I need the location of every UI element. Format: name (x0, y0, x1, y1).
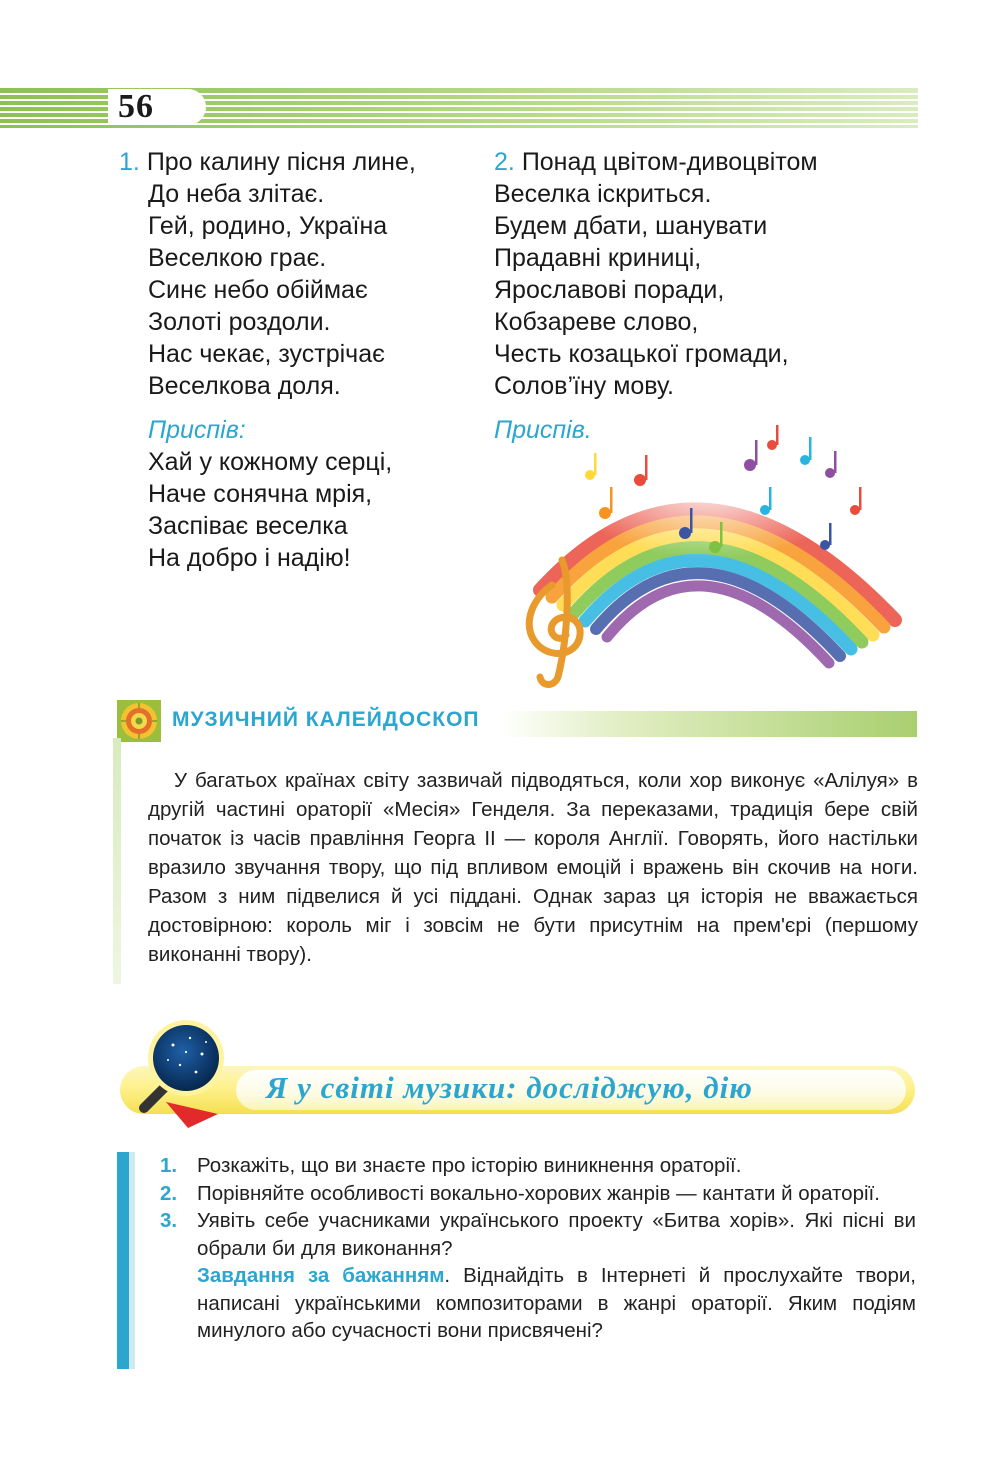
refrain-line: Хай у кожному серці, (148, 448, 393, 476)
verse-line: Будем дбати, шанувати (494, 212, 768, 240)
kaleidoscope-text (148, 766, 918, 969)
verse-number: 2. (494, 148, 515, 176)
verse-line: Веселка іскриться. (494, 180, 712, 208)
list-item (160, 1207, 916, 1262)
bonus-task (160, 1262, 916, 1345)
verse-line: Синє небо обіймає (148, 276, 368, 304)
refrain-line: Наче сонячна мрія, (148, 480, 373, 508)
verse-line: Ярославові поради, (494, 276, 725, 304)
tasks-rule-light (129, 1152, 135, 1369)
kaleidoscope-title: МУЗИЧНИЙ КАЛЕЙДОСКОП (172, 708, 480, 731)
verse-line: Золоті роздоли. (148, 308, 331, 336)
tasks-list (160, 1152, 916, 1345)
refrain-line: Заспіває веселка (148, 512, 348, 540)
kaleidoscope-icon (117, 700, 161, 742)
side-rule (113, 738, 121, 984)
verse-line: 2. Понад цвітом-дивоцвітом (494, 148, 818, 176)
task-number: 3. (160, 1209, 178, 1232)
verse-line: Веселкою грає. (148, 244, 327, 272)
refrain-label: Приспів: (148, 416, 246, 444)
paragraph: У багатьох країнах світу зазвичай підводяться, коли хор виконує «Алілуя» в другій частині ораторії «Месія» Генделя. За переказами, традиція бере свій початок із часів правління Георга ІІ — короля Англії. Говорять, його настільки вразило звучання твору, що під впливом емоцій і вражень він скочив на ноги. Разом з ним підвелися й усі піддані. Однак зараз ця історія не вважається достовірною: король міг і зовсім не бути присутнім на прем'єрі (першому виконанні твору). (148, 769, 918, 966)
verse-line: Нас чекає, зустрічає (148, 340, 385, 368)
verse-2 (494, 146, 818, 402)
verse-line: Честь козацької громади, (494, 340, 789, 368)
verse-line: До неба злітає. (148, 180, 325, 208)
verse-line: Гей, родино, Україна (148, 212, 388, 240)
refrain-label: Приспів. (494, 416, 592, 444)
page-number: 56 (118, 88, 154, 125)
magnifier-icon (118, 1010, 238, 1130)
verse-line: Прадавні криниці, (494, 244, 702, 272)
bonus-label: Завдання за бажанням (197, 1264, 445, 1287)
verse-line: Веселкова доля. (148, 372, 341, 400)
tasks-rule (117, 1152, 129, 1369)
list-item (160, 1152, 916, 1180)
task-number: 2. (160, 1181, 178, 1205)
refrain-line: На добро і надію! (148, 544, 351, 572)
task-number: 1. (160, 1154, 178, 1177)
refrain-1 (148, 414, 392, 574)
task-text: Порівняйте особливості вокально-хорових жанрів — кантати й ораторії. (197, 1181, 880, 1205)
task-text: Розкажіть, що ви знаєте про історію виникнення ораторії. (197, 1154, 742, 1177)
verse-number: 1. (119, 148, 140, 176)
bonus-text: . Віднайдіть в Інтернеті й прослухайте твори, написані українськими композиторами в жанрі ораторії. Яким подіям минулого або сучасності вони присвячені? (197, 1264, 916, 1342)
verse-1 (119, 146, 416, 402)
rainbow-illustration (500, 425, 920, 695)
verse-line: Солов’їну мову. (494, 372, 674, 400)
list-item (160, 1180, 916, 1208)
verse-line: Кобзареве слово, (494, 308, 699, 336)
task-text: Уявіть себе учасниками українського проекту «Битва хорів». Які пісні ви обрали би для виконання? (197, 1209, 916, 1260)
verse-line: 1. Про калину пісня лине, (119, 148, 416, 176)
explore-title: Я у світі музики: досліджую, дію (266, 1070, 753, 1105)
